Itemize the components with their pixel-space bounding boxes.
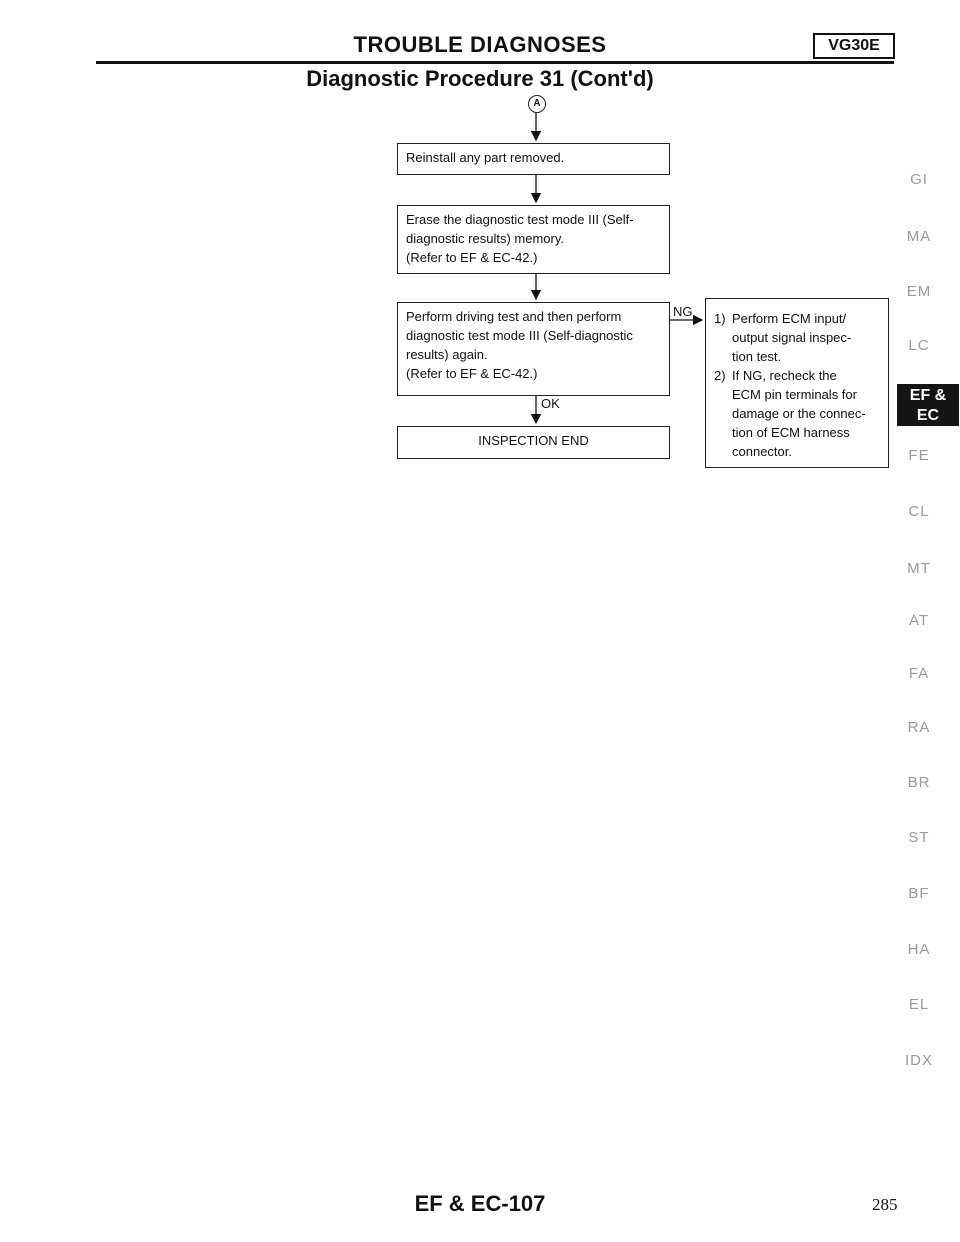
ng-action-line: output signal inspec- <box>732 330 852 345</box>
ng-action-line: tion test. <box>732 349 782 364</box>
side-tab-cl[interactable]: CL <box>908 503 930 520</box>
side-tab-ef-ec-line2: EC <box>916 407 940 424</box>
side-tab-em[interactable]: EM <box>906 283 932 300</box>
footer-page-number: 285 <box>872 1195 898 1214</box>
step-reinstall-box <box>397 143 670 175</box>
side-tab-mt[interactable]: MT <box>907 560 931 577</box>
side-tab-el[interactable]: EL <box>908 996 930 1013</box>
ng-label: NG <box>673 304 693 319</box>
side-tab-ha[interactable]: HA <box>907 941 931 958</box>
step-erase-memory-box <box>397 205 670 274</box>
inspection-end-text: INSPECTION END <box>478 433 589 448</box>
step-reinstall-text: Reinstall any part removed. <box>406 150 565 165</box>
ng-action-number: 1) <box>714 311 726 326</box>
procedure-subtitle: Diagnostic Procedure 31 (Cont'd) <box>306 66 654 91</box>
step-driving-line: diagnostic test mode III (Self-diagnostic <box>406 328 633 343</box>
ng-action-line: Perform ECM input/ <box>732 311 847 326</box>
side-tab-fa[interactable]: FA <box>908 665 930 682</box>
ng-action-line: damage or the connec- <box>732 406 866 421</box>
side-tab-st[interactable]: ST <box>908 829 930 846</box>
side-tab-ef-ec[interactable] <box>897 384 959 426</box>
ng-action-item <box>714 366 880 461</box>
side-tab-idx[interactable]: IDX <box>904 1052 933 1069</box>
step-driving-line: Perform driving test and then perform <box>406 309 622 324</box>
side-tab-ma[interactable]: MA <box>906 228 932 245</box>
ng-action-line: connector. <box>732 444 792 459</box>
side-tab-fe[interactable]: FE <box>908 447 930 464</box>
step-driving-line: results) again. <box>406 347 488 362</box>
ng-action-number: 2) <box>714 368 726 383</box>
side-tab-lc[interactable]: LC <box>908 337 930 354</box>
step-erase-line: diagnostic results) memory. <box>406 231 564 246</box>
side-tab-gi[interactable]: GI <box>910 171 928 188</box>
inspection-end-box <box>397 426 670 459</box>
page-header-title: TROUBLE DIAGNOSES <box>353 32 607 57</box>
connector-a-icon: A <box>528 95 546 113</box>
footer-section-page: EF & EC-107 <box>414 1191 546 1216</box>
ng-action-line: tion of ECM harness <box>732 425 850 440</box>
side-tab-ra[interactable]: RA <box>907 719 931 736</box>
step-driving-line: (Refer to EF & EC-42.) <box>406 366 538 381</box>
ng-action-item <box>714 309 880 366</box>
step-erase-line: (Refer to EF & EC-42.) <box>406 250 538 265</box>
step-erase-line: Erase the diagnostic test mode III (Self- <box>406 212 634 227</box>
side-tab-at[interactable]: AT <box>908 612 930 629</box>
side-tab-bf[interactable]: BF <box>908 885 930 902</box>
step-driving-test-box <box>397 302 670 396</box>
side-tab-ef-ec-line1: EF & <box>909 387 947 404</box>
side-tab-br[interactable]: BR <box>907 774 931 791</box>
ng-action-line: ECM pin terminals for <box>732 387 857 402</box>
ng-action-box <box>705 298 889 468</box>
model-badge: VG30E <box>813 33 895 59</box>
ok-label: OK <box>541 396 560 411</box>
ng-action-line: If NG, recheck the <box>732 368 837 383</box>
